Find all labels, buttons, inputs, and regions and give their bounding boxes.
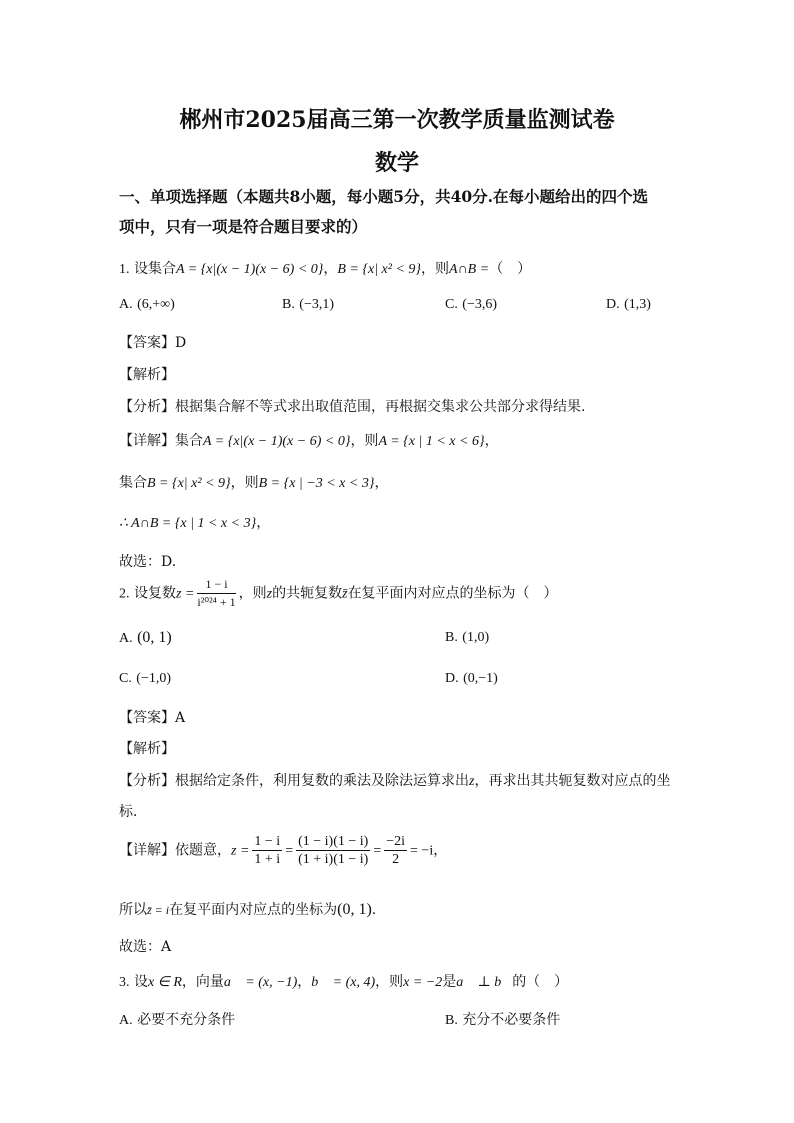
q3-x-in-r: x ∈ R — [147, 975, 182, 990]
q2-suoyi-mid: 在复平面内对应点的坐标为 — [169, 902, 338, 918]
q2-stem-pre: 设复数 — [133, 585, 176, 602]
q3-vec-a: a⃗ = (x, −1) — [223, 975, 298, 990]
q3-option-a-letter: A. — [119, 1013, 133, 1028]
q3-vec-b: b⃗ = (x, 4) — [311, 975, 376, 990]
q1-option-d-value: (1,3) — [624, 297, 651, 312]
q1-option-c-letter: C. — [445, 297, 458, 312]
q1-option-d[interactable] — [606, 296, 651, 313]
q2-suoyi-end: . — [371, 902, 377, 918]
q1-set-a: A = {x|(x − 1)(x − 6) < 0} — [175, 262, 324, 277]
q2-option-d-letter: D. — [445, 671, 459, 686]
q2-xj-frac2 — [296, 833, 370, 868]
q2-jiexi: 【解析】 — [119, 741, 175, 757]
q1-xj3-end: ， — [256, 515, 271, 531]
q1-xj2-a: B = {x| x² < 9} — [147, 476, 231, 491]
q1-jiexi: 【解析】 — [119, 367, 175, 383]
q2-xj-frac3-den: 2 — [392, 852, 400, 867]
q1-xiangjie-line1 — [119, 430, 499, 450]
q1-option-c-value: (−3,6) — [462, 297, 498, 312]
q1-option-c[interactable] — [445, 296, 497, 313]
q2-xj-frac1 — [252, 833, 282, 868]
q3-stem-mid1: ，向量 — [181, 974, 224, 990]
q1-stem — [119, 258, 531, 278]
q1-option-d-letter: D. — [606, 297, 620, 312]
q2-option-a-letter: A. — [119, 631, 133, 646]
q1-xj3: ∴ A∩B = {x | 1 < x < 3} — [119, 516, 257, 531]
q1-option-a[interactable] — [119, 296, 175, 313]
q2-suoyi-pre: 所以 — [119, 902, 147, 918]
q1-answer: 【答案】D — [119, 335, 187, 351]
q3-option-b-letter: B. — [445, 1013, 458, 1028]
q1-set-b: B = {x| x² < 9} — [337, 262, 422, 277]
q3-stem-mid2: ，则 — [375, 974, 404, 990]
q2-xj-frac1-den: 1 + i — [254, 852, 281, 867]
q2-fenxi-2: ，再求出其共轭复数对应点的坐 — [474, 773, 671, 789]
q1-option-a-value: (6,+∞) — [137, 297, 175, 312]
q3-comma: ， — [297, 974, 312, 990]
q1-paren: （ ） — [489, 261, 532, 277]
q1-guxuan: 故选：D. — [119, 554, 177, 570]
q2-option-a[interactable] — [119, 629, 172, 647]
q2-stem — [119, 576, 558, 611]
q2-option-d[interactable] — [445, 670, 498, 687]
q1-xj1-end: ， — [484, 433, 499, 449]
q2-option-a-value: (0, 1) — [137, 629, 172, 646]
q2-xj-end: ， — [433, 842, 448, 859]
q1-expr: A∩B = — [449, 262, 490, 277]
section-heading-line2: 项中，只有一项是符合题目要求的） — [119, 217, 368, 236]
q2-option-d-value: (0,−1) — [463, 671, 498, 686]
q1-comma: ， — [323, 261, 338, 277]
q3-stem-pre: 设 — [133, 974, 148, 990]
q2-option-c[interactable] — [119, 670, 171, 687]
q2-xiangjie — [119, 833, 447, 868]
q3-stem — [119, 971, 568, 991]
q1-stem-pre: 设集合 — [133, 261, 176, 277]
q1-stem-mid: ，则 — [421, 261, 450, 277]
q2-suoyi — [119, 899, 376, 919]
q1-xj2-mid: ，则 — [230, 475, 259, 491]
q2-xj-z: z = — [231, 843, 250, 859]
q2-xj-frac1-num: 1 − i — [254, 834, 281, 849]
q1-option-b-value: (−3,1) — [299, 297, 335, 312]
q2-frac-num: 1 − i — [197, 576, 235, 594]
q2-stem-mid2: 的共轭复数 — [272, 585, 343, 602]
q1-option-b[interactable] — [282, 296, 334, 313]
q2-zbar: z̄ — [342, 586, 348, 602]
q2-frac-den: i²⁰²⁴ + 1 — [197, 595, 236, 609]
q2-xj-frac2-den: (1 + i)(1 − i) — [298, 852, 369, 867]
q2-number: 2. — [119, 586, 130, 602]
q1-number: 1. — [119, 262, 130, 277]
q2-answer: 【答案】A — [119, 710, 186, 726]
q2-xiangjie-label: 【详解】依题意， — [119, 842, 231, 859]
q3-stem-mid3: 是 — [442, 974, 457, 990]
q1-xiangjie-line2 — [119, 472, 388, 492]
page-title: 郴州市2025届高三第一次教学质量监测试卷 — [179, 107, 615, 133]
q1-xj2-b: B = {x | −3 < x < 3} — [258, 476, 375, 491]
q1-xj1-a: A = {x|(x − 1)(x − 6) < 0} — [203, 434, 351, 449]
q2-option-c-value: (−1,0) — [136, 671, 172, 686]
q2-xj-eq2: = — [373, 843, 382, 859]
q3-option-a[interactable] — [119, 1009, 235, 1029]
q2-suoyi-expr: z̄ = i — [147, 903, 170, 917]
q1-option-b-letter: B. — [282, 297, 295, 312]
q1-xj2-end: ， — [374, 475, 389, 491]
q3-number: 3. — [119, 975, 130, 990]
q2-xj-frac2-num: (1 − i)(1 − i) — [298, 834, 369, 849]
q3-stem-end: 的（ ） — [512, 974, 569, 990]
q1-fenxi: 【分析】根据集合解不等式求出取值范围，再根据交集求公共部分求得结果. — [119, 399, 586, 415]
q2-xj-eq3: = −i — [410, 843, 434, 859]
q2-option-b-letter: B. — [445, 630, 458, 645]
q2-fenxi-z: z — [469, 774, 475, 789]
q2-option-b[interactable] — [445, 629, 489, 646]
q2-option-b-value: (1,0) — [462, 630, 490, 645]
q2-fraction — [197, 576, 235, 611]
q1-xj2-label: 集合 — [119, 475, 147, 491]
q1-xiangjie-line3 — [119, 512, 270, 532]
q2-fenxi-line2: 标. — [119, 804, 138, 820]
q3-option-a-value: 必要不充分条件 — [137, 1012, 236, 1028]
q2-z: z — [266, 586, 273, 602]
q2-stem-mid1: ，则 — [238, 585, 267, 602]
q3-option-b[interactable] — [445, 1009, 560, 1029]
q2-z-eq: z = — [175, 586, 195, 602]
subject-title: 数学 — [374, 150, 419, 176]
q2-xj-eq1: = — [285, 843, 294, 859]
q2-xj-frac3-num: −2i — [386, 834, 406, 849]
q1-xj1-mid: ，则 — [350, 433, 379, 449]
q1-xj1-b: A = {x | 1 < x < 6} — [378, 434, 485, 449]
q2-guxuan: 故选：A — [119, 939, 172, 955]
q1-xiangjie-label: 【详解】集合 — [119, 433, 203, 449]
q2-fenxi-1: 【分析】根据给定条件，利用复数的乘法及除法运算求出 — [119, 773, 469, 789]
q3-perp: a⃗ ⊥ b⃗ — [456, 975, 513, 990]
q2-option-c-letter: C. — [119, 671, 132, 686]
q2-xj-frac3 — [384, 833, 407, 868]
q2-suoyi-val: (0, 1) — [337, 901, 372, 918]
section-heading-line1: 一、单项选择题（本题共8小题，每小题5分，共40分.在每小题给出的四个选 — [119, 187, 649, 206]
q2-fenxi-line1 — [119, 770, 670, 790]
q1-option-a-letter: A. — [119, 297, 133, 312]
q3-option-b-value: 充分不必要条件 — [462, 1012, 561, 1028]
q3-cond: x = −2 — [403, 975, 443, 990]
q2-stem-end: 在复平面内对应点的坐标为（ ） — [347, 585, 558, 602]
